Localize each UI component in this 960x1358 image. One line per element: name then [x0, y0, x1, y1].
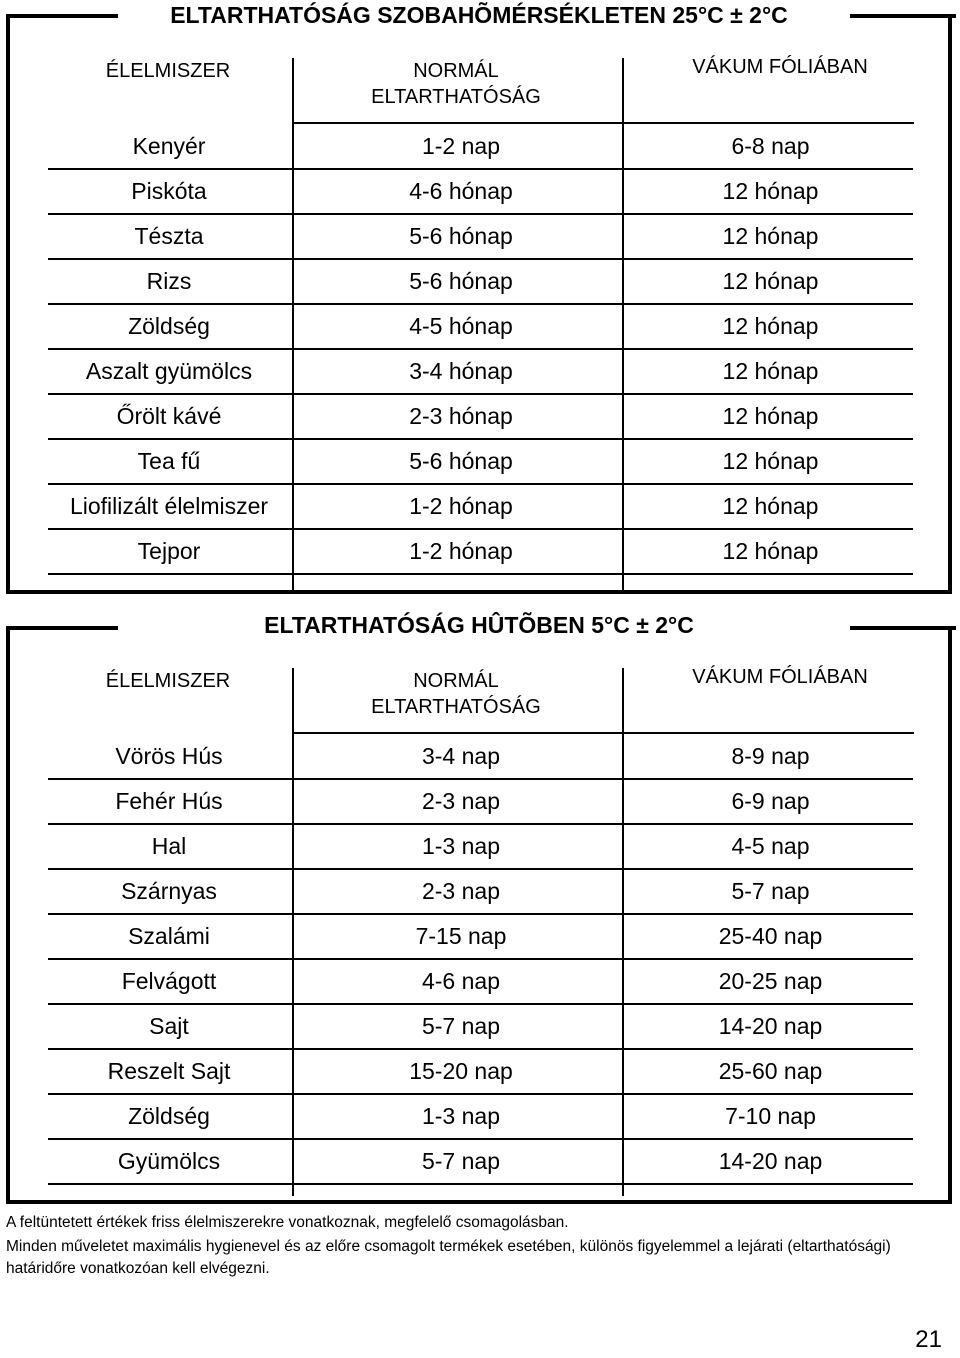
table-row	[48, 304, 913, 350]
table-row	[48, 1139, 913, 1185]
normal-cell: 2-3 hónap	[409, 403, 513, 429]
normal-cell: 2-3 nap	[421, 878, 500, 904]
normal-cell: 5-7 nap	[421, 1013, 500, 1039]
vacuum-cell: 6-9 nap	[731, 788, 810, 814]
normal-cell: 1-2 hónap	[409, 493, 513, 519]
vacuum-cell: 5-7 nap	[731, 878, 810, 904]
food-cell: Aszalt gyümölcs	[85, 358, 253, 384]
fridge-section-title: ELTARTHATÓSÁG HÛTÕBEN 5°C ± 2°C	[264, 612, 694, 638]
table-row	[48, 824, 913, 870]
table-row	[48, 484, 913, 530]
vacuum-cell: 12 hónap	[722, 358, 819, 384]
food-cell: Kenyér	[132, 133, 206, 159]
food-cell: Tea fű	[137, 448, 201, 474]
vacuum-cell: 25-60 nap	[718, 1058, 823, 1084]
table-row	[48, 124, 913, 170]
vacuum-cell: 8-9 nap	[731, 743, 810, 769]
food-cell: Fehér Hús	[115, 788, 223, 814]
food-cell: Zöldség	[128, 313, 210, 339]
table-row	[48, 1094, 913, 1140]
vacuum-cell: 12 hónap	[722, 223, 819, 249]
vacuum-cell: 12 hónap	[722, 403, 819, 429]
table-row	[48, 1004, 913, 1050]
food-cell: Liofilizált élelmiszer	[69, 493, 269, 519]
table-row	[48, 349, 913, 395]
normal-cell: 15-20 nap	[409, 1058, 513, 1084]
table-row	[48, 1049, 913, 1095]
food-cell: Tejpor	[137, 538, 201, 564]
room-header-vacuum: VÁKUM FÓLIÁBAN	[692, 56, 868, 78]
vacuum-cell: 25-40 nap	[718, 923, 823, 949]
vacuum-cell: 12 hónap	[722, 313, 819, 339]
vacuum-cell: 4-5 nap	[731, 833, 810, 859]
normal-cell: 4-6 hónap	[409, 178, 513, 204]
room-header-normal	[306, 58, 606, 110]
normal-cell: 4-5 hónap	[409, 313, 513, 339]
vacuum-cell: 7-10 nap	[725, 1103, 816, 1129]
normal-cell: 1-3 nap	[421, 1103, 500, 1129]
fridge-header-normal-line2: ELTARTHATÓSÁG	[371, 696, 541, 718]
normal-cell: 4-6 nap	[421, 968, 500, 994]
normal-cell: 5-7 nap	[421, 1148, 500, 1174]
page-number: 21	[915, 1326, 942, 1353]
table-row	[48, 734, 913, 780]
vacuum-cell: 14-20 nap	[718, 1148, 823, 1174]
table-row	[48, 779, 913, 825]
food-cell: Zöldség	[128, 1103, 210, 1129]
table-row	[48, 214, 913, 260]
table-row	[48, 914, 913, 960]
vacuum-cell: 12 hónap	[722, 178, 819, 204]
food-cell: Szárnyas	[121, 878, 217, 904]
normal-cell: 2-3 nap	[421, 788, 500, 814]
table-row	[48, 439, 913, 485]
fridge-header-vacuum: VÁKUM FÓLIÁBAN	[692, 666, 868, 688]
normal-cell: 3-4 nap	[421, 743, 500, 769]
room-header-normal-line2: ELTARTHATÓSÁG	[371, 86, 541, 108]
normal-cell: 5-6 hónap	[409, 268, 513, 294]
vacuum-cell: 14-20 nap	[718, 1013, 823, 1039]
food-cell: Őrölt kávé	[116, 403, 222, 429]
room-header-food: ÉLELMISZER	[105, 60, 231, 82]
normal-cell: 3-4 hónap	[409, 358, 513, 384]
room-temperature-section	[6, 2, 952, 594]
vacuum-cell: 20-25 nap	[718, 968, 823, 994]
food-cell: Felvágott	[121, 968, 217, 994]
table-row	[48, 529, 913, 575]
vacuum-cell: 12 hónap	[722, 448, 819, 474]
vacuum-cell: 12 hónap	[722, 493, 819, 519]
refrigerator-section	[6, 612, 952, 1204]
table-row	[48, 169, 913, 215]
footnote-1: A feltüntetett értékek friss élelmiszerekre vonatkoznak, megfelelő csomagolásban.	[6, 1214, 569, 1231]
normal-cell: 7-15 nap	[415, 923, 507, 949]
footnote-2: Minden műveletet maximális hygienevel és az előre csomagolt termékek esetében, különös figyelemmel a lejárati (eltarthatósági) határidőre vonatkozóan kell elvégezni.	[6, 1238, 891, 1277]
table-row	[48, 259, 913, 305]
food-cell: Gyümölcs	[117, 1148, 221, 1174]
normal-cell: 5-6 hónap	[409, 223, 513, 249]
food-cell: Sajt	[149, 1013, 189, 1039]
normal-cell: 1-3 nap	[421, 833, 500, 859]
vacuum-cell: 6-8 nap	[731, 133, 810, 159]
food-cell: Reszelt Sajt	[107, 1058, 231, 1084]
vacuum-cell: 12 hónap	[722, 268, 819, 294]
table-row	[48, 394, 913, 440]
table-row	[48, 869, 913, 915]
food-cell: Hal	[151, 833, 187, 859]
food-cell: Tészta	[134, 223, 204, 249]
normal-cell: 1-2 nap	[421, 133, 500, 159]
table-row	[48, 959, 913, 1005]
normal-cell: 5-6 hónap	[409, 448, 513, 474]
fridge-header-normal-line1: NORMÁL	[413, 670, 499, 692]
food-cell: Rizs	[146, 268, 192, 294]
food-cell: Szalámi	[128, 923, 210, 949]
fridge-header-normal	[306, 668, 606, 720]
food-cell: Vörös Hús	[115, 743, 223, 769]
fridge-header-food: ÉLELMISZER	[105, 670, 231, 692]
normal-cell: 1-2 hónap	[409, 538, 513, 564]
room-section-title: ELTARTHATÓSÁG SZOBAHÕMÉRSÉKLETEN 25°C ± 2°C	[170, 2, 788, 28]
vacuum-cell: 12 hónap	[722, 538, 819, 564]
food-cell: Piskóta	[131, 178, 207, 204]
room-header-normal-line1: NORMÁL	[413, 60, 499, 82]
